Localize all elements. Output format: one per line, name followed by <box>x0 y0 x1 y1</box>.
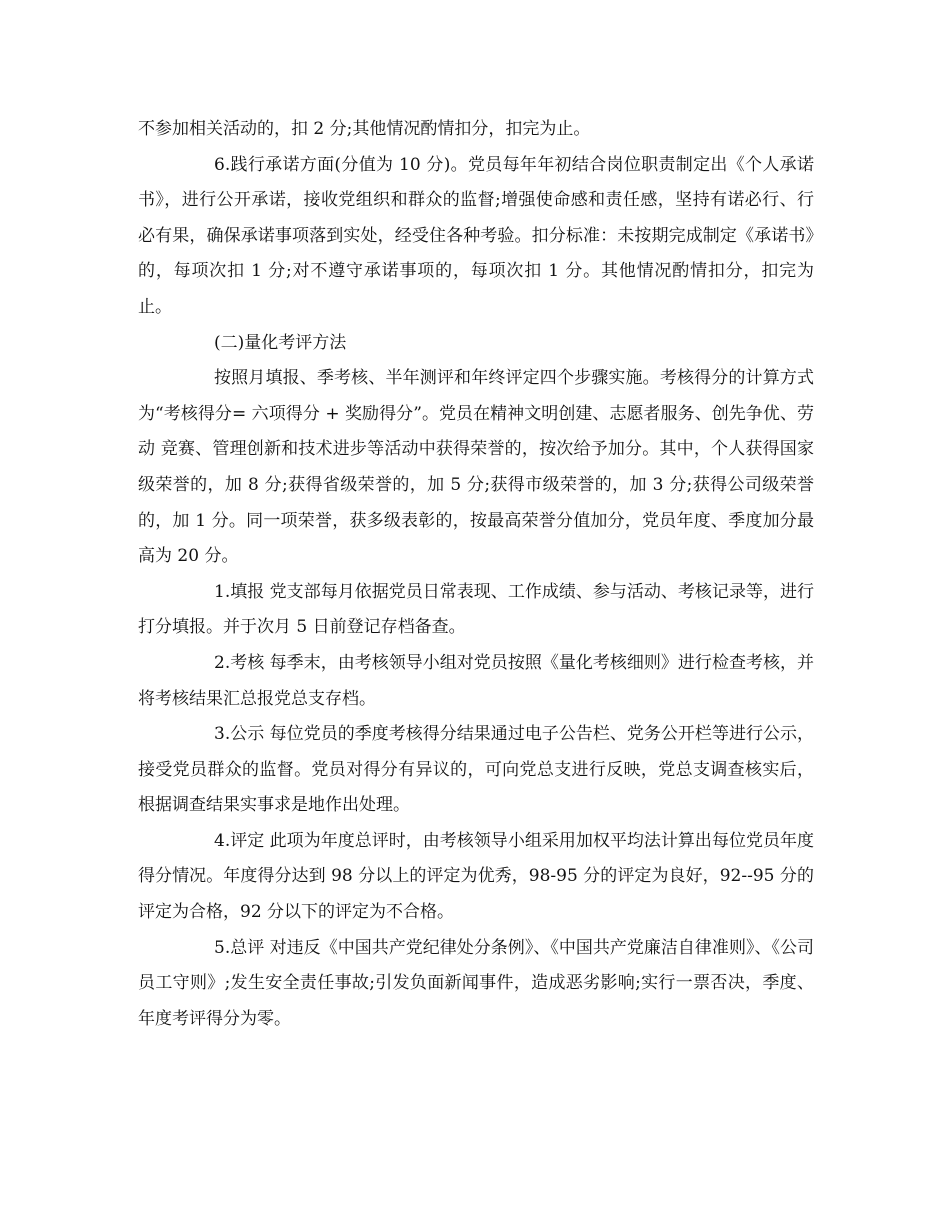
section-heading-quantified-evaluation: (二)量化考评方法 <box>214 332 347 353</box>
paragraph-commitment: 6.践行承诺方面(分值为 10 分)。党员每年年初结合岗位职责制定出《个人承诺书》，进行公开承诺，接收党组织和群众的监督;增强使命感和责任感，坚持有诺必行、行必有果，确保承诺事项落到实处，经受住各种考验。扣分标准：未按期完成制定《承诺书》的，每项次扣 1 分;对不遵守承诺事项的，每项次扣 1 分。其他情况酌情扣分，扣完为止。 <box>138 154 814 317</box>
document-body <box>138 112 814 1037</box>
paragraph-step-assessment: 2.考核 每季末，由考核领导小组对党员按照《量化考核细则》进行检查考核，并将考核结果汇总报党总支存档。 <box>138 652 814 709</box>
paragraph-step-fill-report: 1.填报 党支部每月依据党员日常表现、工作成绩、参与活动、考核记录等，进行打分填报。并于次月 5 日前登记存档备查。 <box>138 581 814 638</box>
paragraph-deduction-continued: 不参加相关活动的，扣 2 分;其他情况酌情扣分，扣完为止。 <box>138 119 591 139</box>
paragraph-evaluation-steps: 按照月填报、季考核、半年测评和年终评定四个步骤实施。考核得分的计算方式为“考核得分= 六项得分 + 奖励得分”。党员在精神文明创建、志愿者服务、创先争优、劳动 竞赛、管理创新和技术进步等活动中获得荣誉的，按次给予加分。其中，个人获得国家级荣誉的，加 8 分;获得省级荣誉的，加 5 分;获得市级荣誉的，加 3 分;获得公司级荣誉的，加 1 分。同一项荣誉，获多级表彰的，按最高荣誉分值加分，党员年度、季度加分最高为 20 分。 <box>138 368 814 567</box>
paragraph-step-publicity: 3.公示 每位党员的季度考核得分结果通过电子公告栏、党务公开栏等进行公示，接受党员群众的监督。党员对得分有异议的，可向党总支进行反映，党总支调查核实后，根据调查结果实事求是地作出处理。 <box>138 724 814 816</box>
paragraph-step-rating: 4.评定 此项为年度总评时，由考核领导小组采用加权平均法计算出每位党员年度得分情况。年度得分达到 98 分以上的评定为优秀，98-95 分的评定为良好，92--95 分的评定为合格，92 分以下的评定为不合格。 <box>138 830 814 923</box>
paragraph-step-overall-review: 5.总评 对违反《中国共产党纪律处分条例》、《中国共产党廉洁自律准则》、《公司员工守则》;发生安全责任事故;引发负面新闻事件，造成恶劣影响;实行一票否决，季度、年度考评得分为零。 <box>138 937 814 1029</box>
